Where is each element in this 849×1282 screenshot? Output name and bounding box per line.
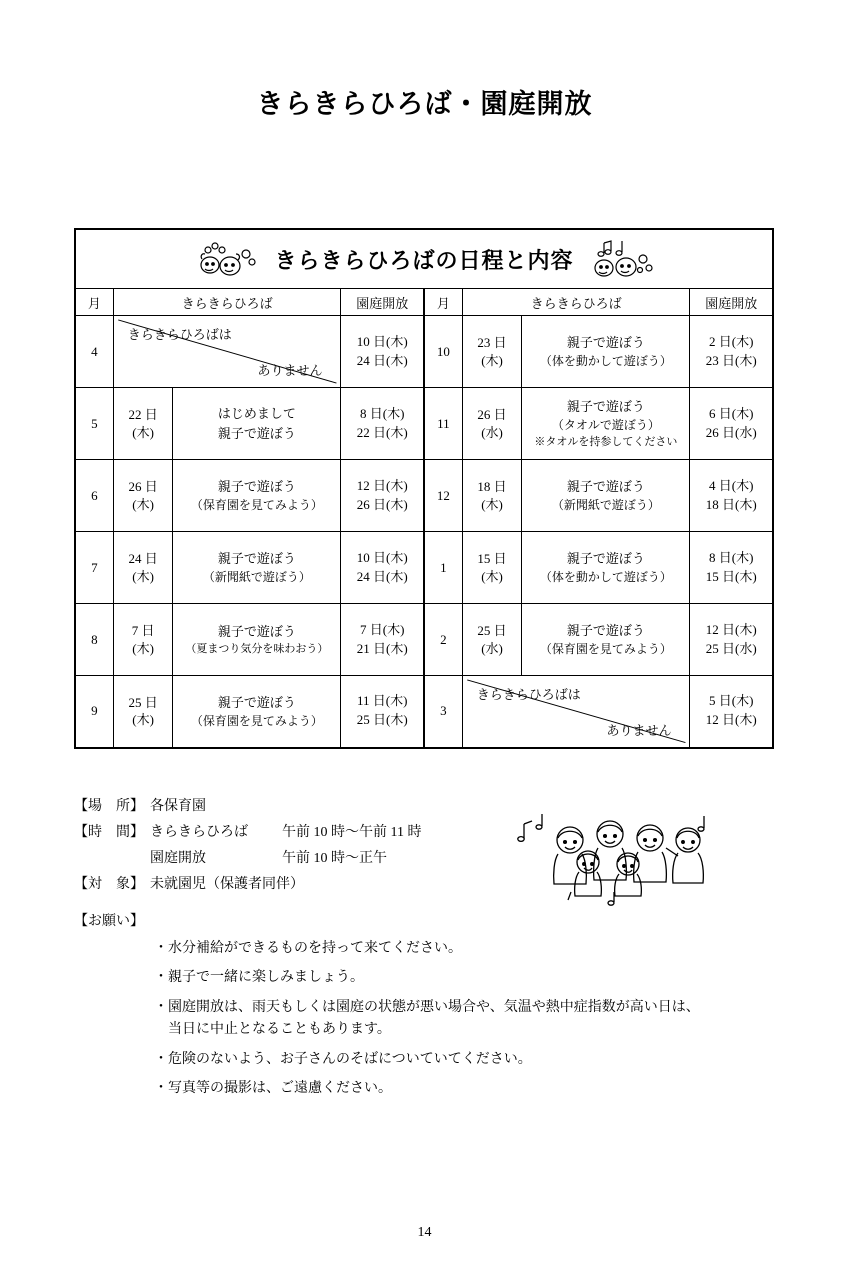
day-cell bbox=[113, 532, 173, 604]
table-row bbox=[75, 532, 773, 604]
day-date: 22 日 bbox=[128, 406, 158, 422]
open-date-1: 10 日(木) bbox=[356, 333, 408, 349]
activity-cell bbox=[173, 676, 341, 748]
no-session-line2: ありません bbox=[257, 363, 323, 378]
day-weekday: (木) bbox=[481, 568, 503, 584]
table-row bbox=[75, 316, 773, 388]
day-weekday: (水) bbox=[481, 640, 503, 656]
activity-line1: 親子で遊ぼう bbox=[217, 623, 296, 639]
day-cell bbox=[462, 460, 522, 532]
list-item: ・写真等の撮影は、ご遠慮ください。 bbox=[154, 1080, 392, 1096]
activity-line2: （新聞紙で遊ぼう） bbox=[551, 498, 660, 513]
activity-line1: はじめまして bbox=[217, 406, 296, 421]
onegai-block bbox=[74, 910, 700, 1107]
onegai-list bbox=[74, 938, 700, 1100]
no-session-line1: きらきらひろばは bbox=[476, 687, 581, 702]
header-month-right: 月 bbox=[424, 289, 462, 316]
activity-line1: 親子で遊ぼう bbox=[566, 478, 645, 494]
open-date-2: 18 日(木) bbox=[705, 496, 757, 512]
month-cell: 1 bbox=[424, 532, 462, 604]
table-row bbox=[75, 604, 773, 676]
month-cell: 12 bbox=[424, 460, 462, 532]
month-cell: 4 bbox=[75, 316, 113, 388]
activity-cell bbox=[522, 532, 690, 604]
day-date: 26 日 bbox=[128, 478, 158, 494]
document-page bbox=[0, 82, 849, 1282]
no-session-line1: きらきらひろばは bbox=[127, 327, 232, 342]
open-cell bbox=[341, 604, 424, 676]
day-date: 26 日 bbox=[477, 406, 507, 422]
list-item: ・親子で一緒に楽しみましょう。 bbox=[154, 970, 364, 986]
info-time-name-2: 園庭開放 bbox=[150, 850, 206, 866]
activity-cell bbox=[173, 460, 341, 532]
day-date: 18 日 bbox=[477, 478, 507, 494]
info-target-value: 未就園児（保護者同伴） bbox=[150, 876, 304, 892]
day-date: 7 日 bbox=[131, 622, 155, 638]
day-date: 15 日 bbox=[477, 550, 507, 566]
activity-line1: 親子で遊ぼう bbox=[566, 622, 645, 638]
activity-cell bbox=[173, 388, 341, 460]
open-date-2: 23 日(木) bbox=[705, 352, 757, 368]
header-kirakira-right: きらきらひろば bbox=[462, 289, 690, 316]
banner-title: きらきらひろばの日程と内容 bbox=[274, 247, 574, 273]
info-block bbox=[74, 794, 421, 898]
open-date-2: 26 日(水) bbox=[705, 424, 757, 440]
activity-line1: 親子で遊ぼう bbox=[566, 398, 645, 414]
activity-line2: （保育園を見てみよう） bbox=[190, 498, 323, 513]
table-row bbox=[75, 388, 773, 460]
activity-line1: 親子で遊ぼう bbox=[566, 334, 645, 350]
day-cell bbox=[113, 604, 173, 676]
open-date-1: 8 日(木) bbox=[709, 549, 754, 565]
open-date-2: 24 日(木) bbox=[356, 352, 408, 368]
activity-cell bbox=[522, 316, 690, 388]
singing-children-icon bbox=[508, 800, 724, 912]
activity-line2: （体を動かして遊ぼう） bbox=[539, 354, 672, 369]
month-cell: 10 bbox=[424, 316, 462, 388]
open-cell bbox=[690, 604, 773, 676]
info-time-row-2 bbox=[74, 846, 421, 872]
open-date-1: 2 日(木) bbox=[709, 333, 754, 349]
info-time-row-1 bbox=[74, 820, 421, 846]
info-time-label: 【時 間】 bbox=[74, 824, 144, 840]
open-date-2: 24 日(木) bbox=[356, 568, 408, 584]
day-cell bbox=[462, 532, 522, 604]
month-cell: 11 bbox=[424, 388, 462, 460]
month-cell: 5 bbox=[75, 388, 113, 460]
open-date-2: 21 日(木) bbox=[356, 640, 408, 656]
info-place-value: 各保育園 bbox=[150, 799, 206, 814]
activity-line2: （新聞紙で遊ぼう） bbox=[202, 570, 311, 585]
month-cell: 2 bbox=[424, 604, 462, 676]
open-cell bbox=[341, 460, 424, 532]
open-date-2: 25 日(木) bbox=[356, 712, 408, 728]
day-weekday: (木) bbox=[132, 640, 154, 656]
info-target-label: 【対 象】 bbox=[74, 876, 144, 892]
open-date-1: 11 日(木) bbox=[357, 693, 408, 709]
day-weekday: (木) bbox=[481, 352, 503, 368]
open-date-1: 12 日(木) bbox=[356, 477, 408, 493]
day-weekday: (木) bbox=[132, 568, 154, 584]
activity-cell bbox=[522, 604, 690, 676]
activity-line2: （保育園を見てみよう） bbox=[539, 642, 672, 657]
open-cell bbox=[690, 460, 773, 532]
month-cell: 6 bbox=[75, 460, 113, 532]
onegai-item-text: 写真等の撮影は、ご遠慮ください。 bbox=[168, 1080, 392, 1096]
header-month-left: 月 bbox=[75, 289, 113, 316]
activity-cell bbox=[173, 532, 341, 604]
activity-line1: 親子で遊ぼう bbox=[217, 550, 296, 566]
open-date-1: 4 日(木) bbox=[709, 477, 754, 493]
list-item: ・危険のないよう、お子さんのそばについていてください。 bbox=[154, 1051, 532, 1067]
open-cell bbox=[690, 388, 773, 460]
open-date-2: 26 日(木) bbox=[356, 496, 408, 512]
day-weekday: (木) bbox=[481, 496, 503, 512]
info-time-value-2: 午前 10 時～正午 bbox=[282, 850, 387, 866]
open-date-1: 10 日(木) bbox=[356, 549, 408, 565]
onegai-heading: 【お願い】 bbox=[74, 914, 144, 929]
activity-line1: 親子で遊ぼう bbox=[217, 478, 296, 494]
schedule-table bbox=[74, 228, 774, 749]
open-date-2: 25 日(水) bbox=[705, 640, 757, 656]
month-cell: 3 bbox=[424, 676, 462, 748]
info-place-row bbox=[74, 794, 421, 820]
open-cell bbox=[341, 676, 424, 748]
day-cell bbox=[462, 604, 522, 676]
open-date-1: 12 日(木) bbox=[705, 621, 757, 637]
activity-cell bbox=[522, 460, 690, 532]
activity-note: ※タオルを持参してください bbox=[534, 436, 678, 448]
day-cell bbox=[113, 388, 173, 460]
onegai-item-text: 園庭開放は、雨天もしくは園庭の状態が悪い場合や、気温や熱中症指数が高い日は、 bbox=[168, 999, 700, 1015]
onegai-item-text: 危険のないよう、お子さんのそばについていてください。 bbox=[168, 1051, 532, 1067]
onegai-item-cont: 当日に中止となることもあります。 bbox=[168, 1022, 391, 1038]
day-date: 23 日 bbox=[477, 334, 507, 350]
open-cell bbox=[341, 532, 424, 604]
activity-line2: （保育園を見てみよう） bbox=[190, 714, 323, 728]
no-session-line2: ありません bbox=[606, 722, 672, 738]
open-date-2: 12 日(木) bbox=[705, 712, 757, 728]
day-weekday: (木) bbox=[132, 496, 154, 512]
table-row bbox=[75, 676, 773, 748]
open-date-1: 8 日(木) bbox=[360, 405, 405, 421]
onegai-item-text: 水分補給ができるものを持って来てください。 bbox=[168, 941, 462, 956]
header-open-left: 園庭開放 bbox=[341, 289, 424, 316]
activity-line2: （夏まつり気分を味わおう） bbox=[185, 643, 329, 655]
open-date-2: 22 日(木) bbox=[356, 424, 408, 440]
open-cell bbox=[341, 388, 424, 460]
day-cell bbox=[462, 388, 522, 460]
page-number: 14 bbox=[417, 1225, 432, 1240]
music-children-icon bbox=[588, 237, 654, 281]
day-weekday: (水) bbox=[481, 424, 503, 440]
open-date-1: 6 日(木) bbox=[709, 405, 754, 421]
activity-line2: （体を動かして遊ぼう） bbox=[539, 570, 672, 585]
open-date-1: 5 日(木) bbox=[709, 693, 754, 709]
day-date: 24 日 bbox=[128, 550, 158, 566]
info-target-row bbox=[74, 872, 421, 898]
open-cell bbox=[690, 316, 773, 388]
day-weekday: (木) bbox=[132, 424, 154, 440]
flower-children-icon bbox=[194, 237, 260, 281]
schedule-table-wrapper bbox=[74, 228, 774, 749]
day-date: 25 日 bbox=[477, 622, 507, 638]
header-open-right: 園庭開放 bbox=[690, 289, 773, 316]
month-cell: 9 bbox=[75, 676, 113, 748]
day-date: 25 日 bbox=[128, 694, 158, 710]
open-date-2: 15 日(木) bbox=[705, 568, 757, 584]
no-session-cell bbox=[462, 676, 690, 748]
month-cell: 7 bbox=[75, 532, 113, 604]
list-item: ・園庭開放は、雨天もしくは園庭の状態が悪い場合や、気温や熱中症指数が高い日は、 当日に中止となることもあります。 bbox=[154, 997, 700, 1042]
activity-line1: 親子で遊ぼう bbox=[566, 550, 645, 566]
info-time-name-1: きらきらひろば bbox=[150, 824, 248, 840]
header-kirakira-left: きらきらひろば bbox=[113, 289, 341, 316]
activity-line2: 親子で遊ぼう bbox=[217, 425, 296, 441]
onegai-item-text: 親子で一緒に楽しみましょう。 bbox=[168, 970, 364, 986]
open-cell bbox=[690, 532, 773, 604]
info-time-value-1: 午前 10 時～午前 11 時 bbox=[282, 824, 422, 840]
activity-cell bbox=[173, 604, 341, 676]
info-place-label: 【場 所】 bbox=[74, 799, 144, 814]
activity-cell bbox=[522, 388, 690, 460]
activity-line2: （タオルで遊ぼう） bbox=[551, 418, 660, 432]
page-title: きらきらひろば・園庭開放 bbox=[256, 89, 593, 119]
table-banner bbox=[75, 229, 773, 289]
day-weekday: (木) bbox=[132, 712, 154, 728]
day-cell bbox=[462, 316, 522, 388]
table-row bbox=[75, 460, 773, 532]
month-cell: 8 bbox=[75, 604, 113, 676]
list-item: ・水分補給ができるものを持って来てください。 bbox=[154, 941, 462, 956]
table-header-row bbox=[75, 289, 773, 316]
activity-line1: 親子で遊ぼう bbox=[217, 694, 296, 710]
open-cell bbox=[341, 316, 424, 388]
open-date-1: 7 日(木) bbox=[360, 621, 405, 637]
day-cell bbox=[113, 460, 173, 532]
open-cell bbox=[690, 676, 773, 748]
day-cell bbox=[113, 676, 173, 748]
no-session-cell bbox=[113, 316, 341, 388]
